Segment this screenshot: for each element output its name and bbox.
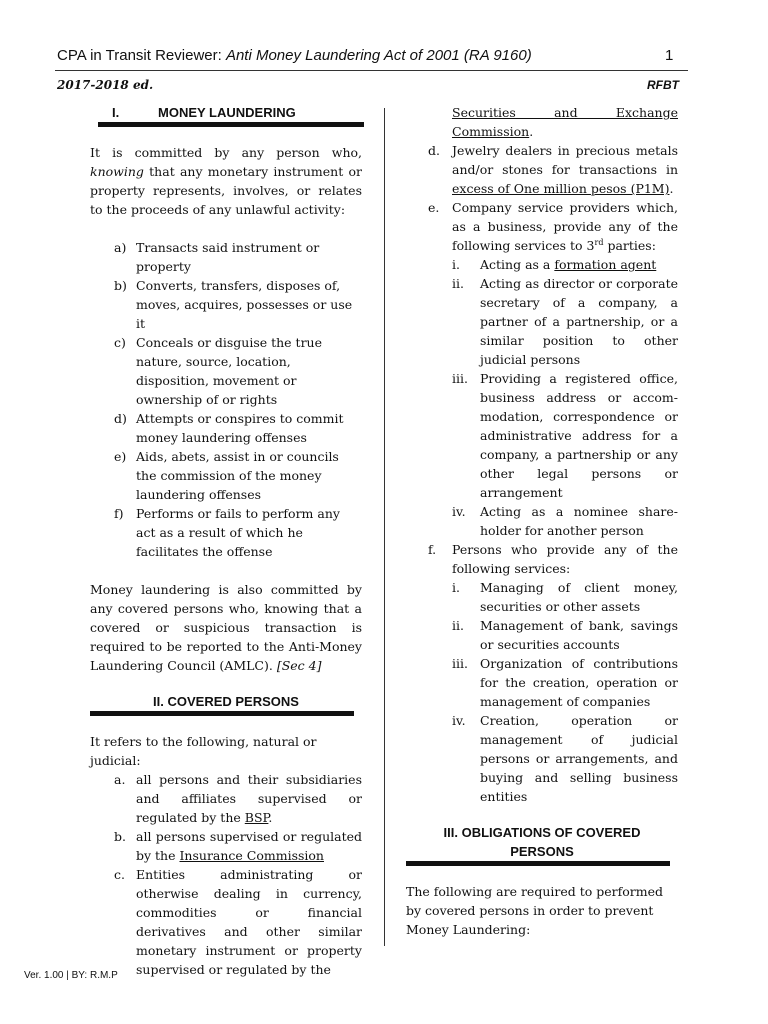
list-item bbox=[114, 770, 362, 827]
edition-label: 2017-2018 ed. bbox=[57, 78, 154, 92]
formation-agent-reference: formation agent bbox=[554, 257, 657, 272]
list-item bbox=[114, 504, 362, 561]
section1-acts-list bbox=[114, 238, 362, 561]
sublist-item bbox=[452, 369, 678, 502]
column-divider bbox=[384, 108, 385, 946]
sublist-item bbox=[452, 502, 678, 540]
sublist-item-text: Creation, operation or management of judicial persons or arrangements, and buying and selling business entities bbox=[480, 713, 678, 804]
list-item-text: Attempts or conspires to commit money laundering offenses bbox=[136, 411, 344, 445]
list-item-text: all persons supervised or regulated by the bbox=[136, 829, 362, 863]
list-item-text: Conceals or disguise the true nature, source, location, disposition, movement or ownership of or rights bbox=[136, 335, 322, 407]
header-rule bbox=[55, 70, 688, 71]
list-item bbox=[428, 540, 678, 806]
sublist-item-label: i. bbox=[452, 257, 460, 272]
paragraph-2-text: Money laundering is also committed by any covered persons who, knowing that a covered or suspicious transaction is required to be reported to the Anti-Money Laundering Council (AMLC). bbox=[90, 582, 362, 673]
section3-heading-bar bbox=[406, 861, 670, 866]
sublist-item-text: Management of bank, savings or securities accounts bbox=[480, 618, 678, 652]
list-item-tail: . bbox=[268, 810, 273, 825]
list-item-text: Converts, transfers, disposes of, moves, acquires, possesses or use it bbox=[136, 278, 353, 331]
threshold-reference: excess of One million pesos (P1M) bbox=[452, 181, 670, 196]
ordinal-suffix: rd bbox=[594, 237, 604, 247]
sublist-item-text: Providing a registered office, business address or accom-modation, correspondence or administrative address for a company, a partnership or any other legal persons or arrangement bbox=[480, 371, 678, 500]
bsp-reference: BSP bbox=[244, 810, 269, 825]
list-item-text: Entities administrating or otherwise dealing in currency, commodities or financial derivatives and other similar monetary instrument or property supervised or regulated by the bbox=[136, 867, 362, 977]
sublist-item bbox=[452, 274, 678, 369]
section2-heading: II. COVERED PERSONS bbox=[153, 694, 299, 709]
list-item-label: c) bbox=[114, 335, 126, 350]
list-item-continuation bbox=[428, 103, 678, 141]
list-item-label: a) bbox=[114, 240, 127, 255]
sublist-item bbox=[452, 255, 678, 274]
list-item-label: f. bbox=[428, 542, 437, 557]
list-item bbox=[114, 827, 362, 865]
sublist-item bbox=[452, 578, 678, 616]
list-item-tail: . bbox=[669, 181, 674, 196]
covered-persons-list-continued bbox=[428, 103, 678, 806]
sublist-item-text: Organization of contributions for the creation, operation or management of companies bbox=[480, 656, 678, 709]
intro-text-a: It is committed by any person who, bbox=[90, 145, 362, 160]
section2-intro: It refers to the following, natural or judicial: bbox=[90, 734, 317, 768]
title-prefix: CPA in Transit Reviewer: bbox=[57, 47, 226, 64]
sublist-item bbox=[452, 654, 678, 711]
section1-numeral: I. bbox=[112, 105, 120, 120]
section1-heading bbox=[90, 103, 362, 122]
list-item bbox=[114, 238, 362, 276]
list-item-text: Jewelry dealers in precious metals and/or stones for transactions in bbox=[452, 143, 678, 177]
list-item bbox=[428, 198, 678, 540]
list-item-text bbox=[452, 198, 678, 255]
list-item-label: e. bbox=[428, 200, 440, 215]
section-citation: [Sec 4] bbox=[276, 658, 322, 673]
footer-version: Ver. 1.00 | BY: R.M.P bbox=[24, 970, 118, 981]
list-item-label: d. bbox=[428, 143, 440, 158]
sublist-item-label: ii. bbox=[452, 618, 464, 633]
section3-intro: The following are required to performed by covered persons in order to prevent Money Laundering: bbox=[406, 884, 664, 937]
section1-intro bbox=[90, 143, 362, 219]
left-column bbox=[90, 103, 362, 979]
list-item-text: Performs or fails to perform any act as a result of which he facilitates the offense bbox=[136, 506, 340, 559]
sec-reference: Securities and Exchange Commission bbox=[452, 105, 678, 139]
document-title bbox=[57, 47, 532, 64]
list-item-text: all persons and their subsidiaries and affiliates supervised or regulated by the bbox=[136, 772, 362, 825]
list-item-label: d) bbox=[114, 411, 127, 426]
list-item-label: a. bbox=[114, 772, 126, 787]
list-item bbox=[428, 141, 678, 198]
right-column bbox=[406, 103, 678, 939]
sublist-item bbox=[452, 711, 678, 806]
list-item-text: Persons who provide any of the following services: bbox=[452, 542, 678, 576]
list-item bbox=[114, 447, 362, 504]
sublist-item-label: iii. bbox=[452, 656, 468, 671]
service-sublist bbox=[452, 578, 678, 806]
item-e-text-b: parties: bbox=[603, 238, 656, 253]
section1-paragraph-2 bbox=[90, 580, 362, 675]
sublist-item-text: Acting as a nominee share-holder for another person bbox=[480, 504, 678, 538]
list-item-label: f) bbox=[114, 506, 124, 521]
list-item-label: c. bbox=[114, 867, 125, 882]
list-item bbox=[114, 276, 362, 333]
sublist-item bbox=[452, 616, 678, 654]
list-item-label: e) bbox=[114, 449, 127, 464]
list-item-text: Transacts said instrument or property bbox=[136, 240, 320, 274]
sublist-item-label: i. bbox=[452, 580, 460, 595]
list-item-tail: . bbox=[529, 124, 534, 139]
sublist-item-label: iv. bbox=[452, 713, 466, 728]
list-item bbox=[114, 333, 362, 409]
sublist-item-label: iv. bbox=[452, 504, 466, 519]
item-e-text-a: Company service providers which, as a business, provide any of the following services to 3 bbox=[452, 200, 678, 253]
section2-heading-bar bbox=[90, 711, 354, 716]
list-item-label: b. bbox=[114, 829, 126, 844]
title-italic: Anti Money Laundering Act of 2001 (RA 9160) bbox=[225, 47, 532, 64]
list-item-text: Aids, abets, assist in or councils the commission of the money laundering offenses bbox=[136, 449, 339, 502]
section1-heading-bar bbox=[98, 122, 364, 127]
sublist-item-text: Managing of client money, securities or other assets bbox=[480, 580, 678, 614]
sublist-item-label: iii. bbox=[452, 371, 468, 386]
intro-text-b: that any monetary instrument or property represents, involves, or relates to the proceeds of any unlawful activity: bbox=[90, 164, 362, 217]
page-number: 1 bbox=[665, 47, 674, 64]
service-sublist bbox=[452, 255, 678, 540]
list-item-label: b) bbox=[114, 278, 127, 293]
covered-persons-list bbox=[114, 770, 362, 979]
section3-heading: III. OBLIGATIONS OF COVERED PERSONS bbox=[443, 825, 641, 859]
subject-label: RFBT bbox=[647, 78, 679, 92]
sublist-item-text: Acting as a bbox=[480, 257, 555, 272]
sublist-item-label: ii. bbox=[452, 276, 464, 291]
insurance-commission-reference: Insurance Commission bbox=[179, 848, 324, 863]
list-item bbox=[114, 409, 362, 447]
sublist-item-text: Acting as director or corporate secretary of a company, a partner of a partnership, or a similar position to other judicial persons bbox=[480, 276, 678, 367]
intro-italic: knowing bbox=[90, 164, 144, 179]
list-item bbox=[114, 865, 362, 979]
section1-title: MONEY LAUNDERING bbox=[158, 105, 296, 120]
